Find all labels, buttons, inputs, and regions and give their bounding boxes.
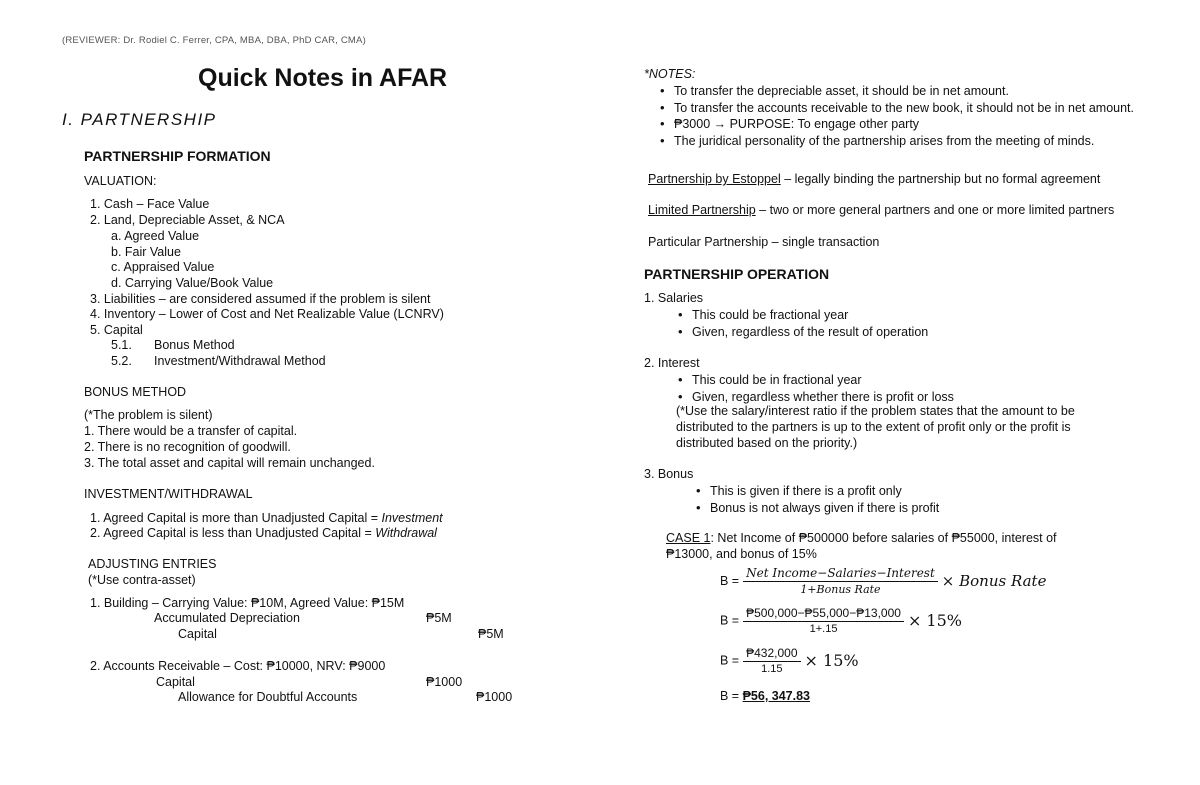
section-heading: I. PARTNERSHIP (62, 110, 217, 129)
valuation-item-5-2-text: Investment/Withdrawal Method (154, 354, 326, 368)
formula-b-eq: B = (720, 574, 740, 588)
valuation-item-2d: d. Carrying Value/Book Value (111, 276, 274, 290)
bonus-list (694, 483, 939, 516)
entry-1-description: 1. Building – Carrying Value: ₱10M, Agreed Value: ₱15M (90, 596, 405, 610)
case-1-text: : Net Income of ₱500000 before salaries of ₱55000, interest of ₱13000, and bonus of 15% (666, 531, 1057, 561)
valuation-item-2c: c. Appraised Value (111, 260, 215, 274)
case-1-description (666, 531, 1096, 563)
valuation-item-1: 1. Cash – Face Value (90, 197, 210, 211)
interest-item: • This could be in fractional year (676, 372, 954, 389)
estoppel-text: – legally binding the partnership but no formal agreement (780, 172, 1101, 186)
valuation-label: VALUATION: (84, 174, 157, 188)
bonus-method-heading: BONUS METHOD (84, 385, 187, 399)
limited-partnership-definition (648, 203, 1118, 219)
investment-item-2-text: 2. Agreed Capital is less than Unadjusted Capital = (90, 526, 376, 540)
valuation-item-5-1-text: Bonus Method (154, 338, 235, 352)
formula-b-eq: B = (720, 613, 740, 628)
investment-heading: INVESTMENT/WITHDRAWAL (84, 487, 253, 501)
valuation-item-5-1-num: 5.1. (111, 338, 132, 352)
entry-2-credit-account: Allowance for Doubtful Accounts (178, 690, 358, 704)
formula-fraction-1 (743, 566, 938, 596)
entry-1-credit-amount: ₱5M (478, 627, 504, 641)
entry-2-description: 2. Accounts Receivable – Cost: ₱10000, NRV: ₱9000 (90, 659, 386, 673)
investment-item-1-result: Investment (381, 511, 443, 525)
formula-fraction-3 (743, 646, 800, 675)
investment-item-2 (90, 526, 437, 540)
bonus-point-1: 1. There would be a transfer of capital. (84, 424, 298, 438)
formula-2-numerator: ₱500,000−₱55,000−₱13,000 (743, 606, 904, 622)
formula-1-multiplier: × Bonus Rate (941, 572, 1047, 590)
entry-1-credit-account: Capital (178, 627, 217, 641)
valuation-item-5: 5. Capital (90, 323, 143, 337)
interest-label: 2. Interest (644, 356, 700, 370)
valuation-item-2: 2. Land, Depreciable Asset, & NCA (90, 213, 285, 227)
formula-2-multiplier: × 15% (907, 611, 962, 630)
entry-2-debit-account: Capital (156, 675, 195, 689)
case-1-label: CASE 1 (666, 531, 711, 545)
bonus-item: • This is given if there is a profit only (694, 483, 939, 500)
investment-item-2-result: Withdrawal (375, 526, 437, 540)
note-item: • To transfer the depreciable asset, it should be in net amount. (658, 83, 1138, 100)
bonus-silent-note: (*The problem is silent) (84, 408, 213, 422)
result-prefix: B = (720, 689, 743, 703)
estoppel-definition (648, 172, 1118, 188)
estoppel-term: Partnership by Estoppel (648, 172, 781, 186)
formula-1-numerator: Net Income−Salaries−Interest (743, 566, 938, 582)
formula-row-2 (720, 606, 962, 635)
entry-1-debit-amount: ₱5M (426, 611, 452, 625)
valuation-item-2a: a. Agreed Value (111, 229, 200, 243)
note-item: • ₱3000 → PURPOSE: To engage other party (658, 116, 1138, 133)
page-title: Quick Notes in AFAR (198, 64, 448, 92)
entry-2-debit-amount: ₱1000 (426, 675, 463, 689)
formation-heading: PARTNERSHIP FORMATION (84, 148, 271, 164)
formula-result (720, 689, 810, 703)
formula-row-3 (720, 646, 859, 675)
formula-2-denominator: 1+.15 (809, 623, 838, 635)
valuation-item-2b: b. Fair Value (111, 245, 181, 259)
formula-3-multiplier: × 15% (804, 651, 859, 670)
operation-heading: PARTNERSHIP OPERATION (644, 266, 830, 282)
reviewer-credit: (REVIEWER: Dr. Rodiel C. Ferrer, CPA, MBA, DBA, PhD CAR, CMA) (62, 35, 366, 46)
valuation-item-5-2-num: 5.2. (111, 354, 132, 368)
interest-list (676, 372, 954, 405)
formula-1-denominator: 1+Bonus Rate (800, 583, 881, 596)
formula-3-denominator: 1.15 (761, 663, 783, 675)
bonus-point-2: 2. There is no recognition of goodwill. (84, 440, 291, 454)
formula-b-eq: B = (720, 653, 740, 668)
limited-text: – two or more general partners and one or more limited partners (755, 203, 1115, 217)
note-item: • The juridical personality of the partnership arises from the meeting of minds. (658, 133, 1138, 150)
valuation-item-3: 3. Liabilities – are considered assumed if the problem is silent (90, 292, 431, 306)
entry-2-credit-amount: ₱1000 (476, 690, 513, 704)
adjusting-entries-heading: ADJUSTING ENTRIES (88, 557, 217, 571)
interest-note: (*Use the salary/interest ratio if the problem states that the amount to be distributed to the partners is up to the extent of profit only or the profit is distributed based on the priority.) (676, 404, 1075, 450)
formula-3-numerator: ₱432,000 (743, 646, 800, 662)
salaries-label: 1. Salaries (644, 291, 704, 305)
bonus-label: 3. Bonus (644, 467, 694, 481)
limited-term: Limited Partnership (648, 203, 756, 217)
bonus-point-3: 3. The total asset and capital will remain unchanged. (84, 456, 375, 470)
valuation-item-4: 4. Inventory – Lower of Cost and Net Realizable Value (LCNRV) (90, 307, 444, 321)
investment-item-1-text: 1. Agreed Capital is more than Unadjusted Capital = (90, 511, 382, 525)
interest-item: • Given, regardless whether there is profit or loss (676, 389, 954, 406)
note-item: • To transfer the accounts receivable to the new book, it should not be in net amount. (658, 100, 1138, 117)
formula-row-1 (720, 566, 1046, 596)
salaries-list (676, 307, 928, 340)
formula-fraction-2 (743, 606, 904, 635)
adjusting-entries-note: (*Use contra-asset) (88, 573, 196, 587)
notes-list (658, 83, 1138, 149)
salaries-item: • This could be fractional year (676, 307, 928, 324)
investment-item-1 (90, 511, 443, 525)
result-value: ₱56, 347.83 (742, 689, 811, 703)
entry-1-debit-account: Accumulated Depreciation (154, 611, 300, 625)
notes-label: *NOTES: (644, 67, 696, 81)
particular-partnership-definition: Particular Partnership – single transaction (648, 235, 880, 249)
salaries-item: • Given, regardless of the result of operation (676, 324, 928, 341)
bonus-item: • Bonus is not always given if there is profit (694, 500, 939, 517)
